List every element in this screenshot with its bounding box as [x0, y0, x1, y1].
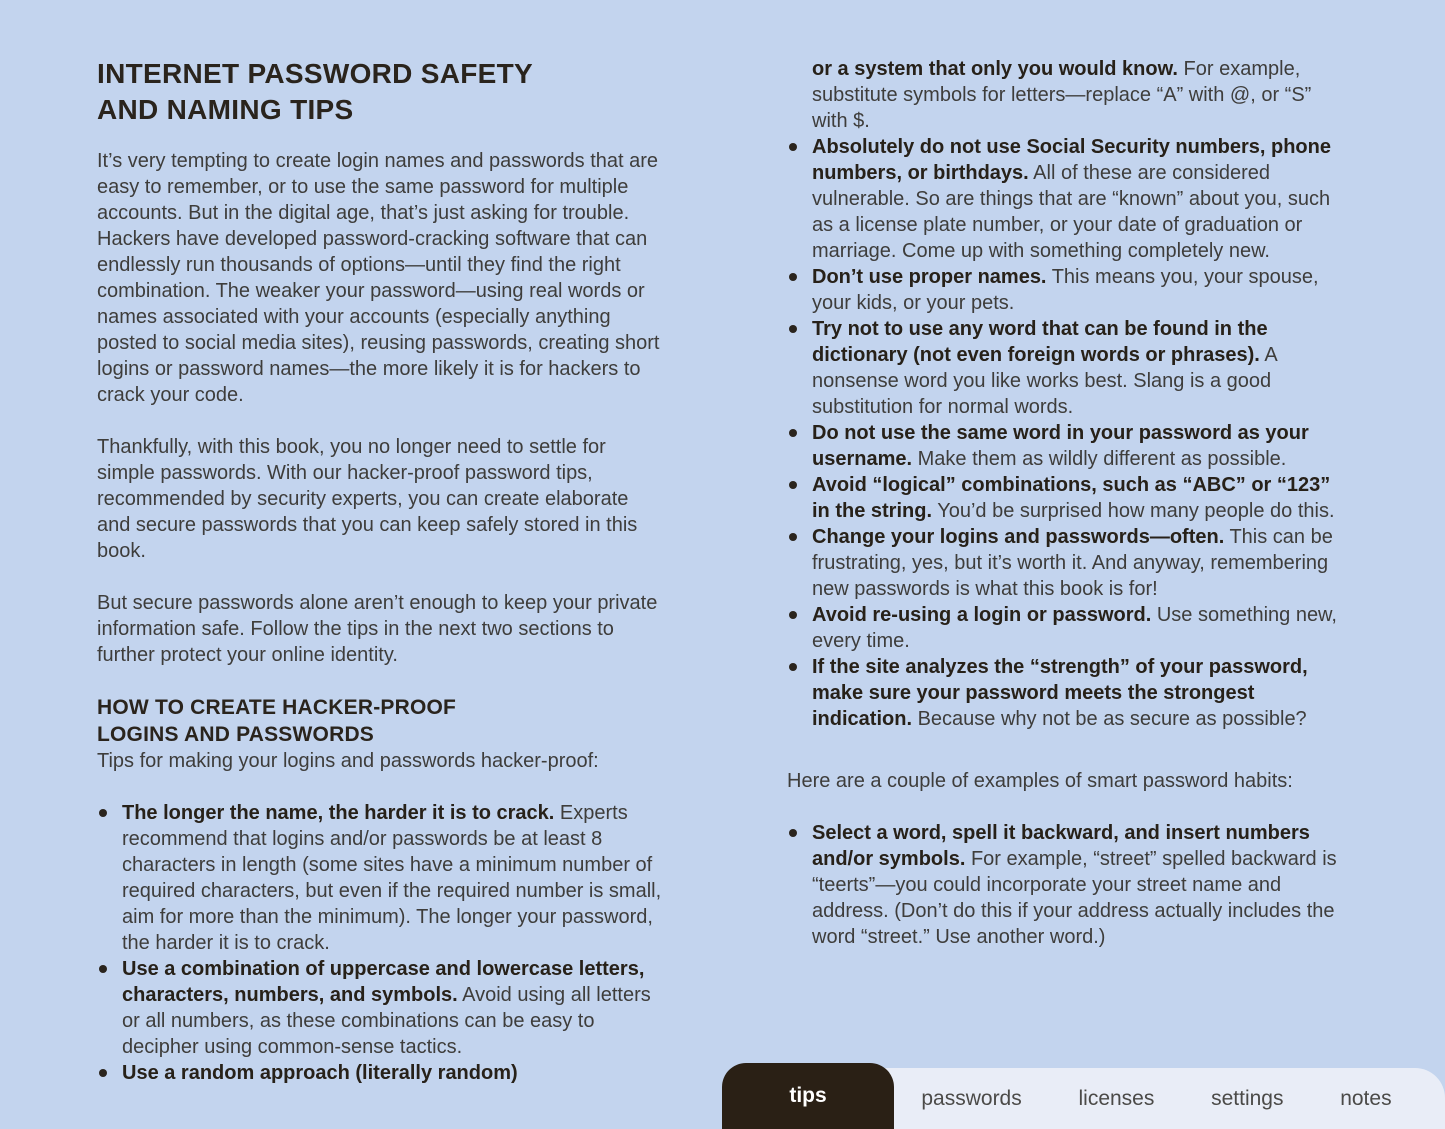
tab-labels — [893, 1068, 1420, 1129]
tip-bold: The longer the name, the harder it is to crack. — [122, 802, 555, 824]
page-title-line1: INTERNET PASSWORD SAFETY — [97, 58, 534, 89]
tip-bold: Use a combination of uppercase and lowercase letters, characters, numbers, and symbols. — [122, 958, 645, 1006]
tip-item — [787, 316, 1347, 420]
tab-settings[interactable]: settings — [1211, 1086, 1284, 1110]
tip-bold: Do not use the same word in your password as your username. — [812, 422, 1309, 470]
tip-bold: Avoid re-using a login or password. — [812, 604, 1152, 626]
tip-text: You’d be surprised how many people do this. — [937, 500, 1335, 522]
tip-item — [787, 654, 1347, 732]
tab-strip — [815, 1068, 1445, 1129]
tip-item — [787, 524, 1347, 602]
tip-item — [787, 472, 1347, 524]
tip-text: For example, substitute symbols for letters—replace “A” with @, or “S” with $. — [812, 58, 1312, 132]
tab-tips-label: tips — [789, 1084, 827, 1107]
tip-item — [97, 1060, 662, 1086]
tip-text: All of these are considered vulnerable. So are things that are “known” about you, such as a license plate number, or your date of graduation or marriage. Come up with something completely new. — [812, 162, 1331, 262]
section-heading-line1: HOW TO CREATE HACKER-PROOF — [97, 696, 457, 719]
examples-intro: Here are a couple of examples of smart password habits: — [787, 770, 1293, 792]
page-title-line2: AND NAMING TIPS — [97, 94, 354, 125]
tips-list-left — [97, 800, 662, 1086]
tab-tips[interactable] — [722, 1063, 894, 1129]
tip-text: Use something new, every time. — [812, 604, 1337, 652]
tips-list-right — [787, 134, 1347, 732]
page-title — [97, 56, 662, 128]
tip-bold: Avoid “logical” combinations, such as “ABC” or “123” in the string. — [812, 474, 1331, 522]
section-intro: Tips for making your logins and passwords hacker-proof: — [97, 750, 599, 772]
tip-text: A nonsense word you like works best. Slang is a good substitution for normal words. — [812, 344, 1277, 418]
tip-bold: or a system that only you would know. — [812, 58, 1178, 80]
tip-item — [787, 820, 1347, 950]
tab-passwords[interactable]: passwords — [921, 1086, 1022, 1110]
tab-licenses[interactable]: licenses — [1078, 1086, 1155, 1110]
tip-text: Avoid using all letters or all numbers, as these combinations can be easy to decipher using common-sense tactics. — [122, 984, 651, 1058]
tip-bold: If the site analyzes the “strength” of your password, make sure your password meets the strongest indication. — [812, 656, 1308, 730]
tip-text: Make them as wildly different as possible. — [917, 448, 1287, 470]
tip-text: This means you, your spouse, your kids, or your pets. — [812, 266, 1319, 314]
right-column — [787, 56, 1347, 1086]
tip-item — [97, 956, 662, 1060]
intro-paragraph-2: Thankfully, with this book, you no longer need to settle for simple passwords. With our hacker-proof password tips, recommended by security experts, you can create elaborate and secure passwords that you can keep safely stored in this book. — [97, 436, 638, 562]
tip-bold: Absolutely do not use Social Security numbers, phone numbers, or birthdays. — [812, 136, 1331, 184]
intro-paragraph-3: But secure passwords alone aren’t enough to keep your private information safe. Follow the tips in the next two sections to further protect your online identity. — [97, 592, 658, 666]
tip-bold: Try not to use any word that can be found in the dictionary (not even foreign words or phrases). — [812, 318, 1268, 366]
left-column — [97, 56, 662, 1086]
examples-list — [787, 820, 1347, 950]
tip-item — [787, 264, 1347, 316]
tab-notes[interactable]: notes — [1340, 1086, 1392, 1110]
tip-item — [787, 602, 1347, 654]
tip-bold: Use a random approach (literally random) — [122, 1062, 518, 1084]
section-heading — [97, 694, 662, 748]
tip-item — [787, 420, 1347, 472]
tip-text: This can be frustrating, yes, but it’s worth it. And anyway, remembering new passwords is what this book is for! — [812, 526, 1333, 600]
tip-bold: Change your logins and passwords—often. — [812, 526, 1225, 548]
tip-bold: Select a word, spell it backward, and insert numbers and/or symbols. — [812, 822, 1310, 870]
tip-item — [97, 800, 662, 956]
section-heading-line2: LOGINS AND PASSWORDS — [97, 723, 375, 746]
tip-text: For example, “street” spelled backward is “teerts”—you could incorporate your street name and address. (Don’t do this if your address actually includes the word “street.” Use another word.) — [812, 848, 1337, 948]
intro-paragraph-1: It’s very tempting to create login names and passwords that are easy to remember, or to use the same password for multiple accounts. But in the digital age, that’s just asking for trouble. Hackers have developed password-cracking software that can endlessly run thousands of options—until they find the right combination. The weaker your password—using real words or names associated with your accounts (especially anything posted to social media sites), reusing passwords, creating short logins or password names—the more likely it is for hackers to crack your code. — [97, 150, 660, 406]
tip-text: Experts recommend that logins and/or passwords be at least 8 characters in length (some sites have a minimum number of required characters, but even if the required number is small, aim for more than the minimum). The longer your password, the harder it is to crack. — [122, 802, 662, 954]
tip-item-continuation — [787, 56, 1347, 134]
tip-bold: Don’t use proper names. — [812, 266, 1047, 288]
tip-item — [787, 134, 1347, 264]
tip-text: Because why not be as secure as possible? — [917, 708, 1307, 730]
